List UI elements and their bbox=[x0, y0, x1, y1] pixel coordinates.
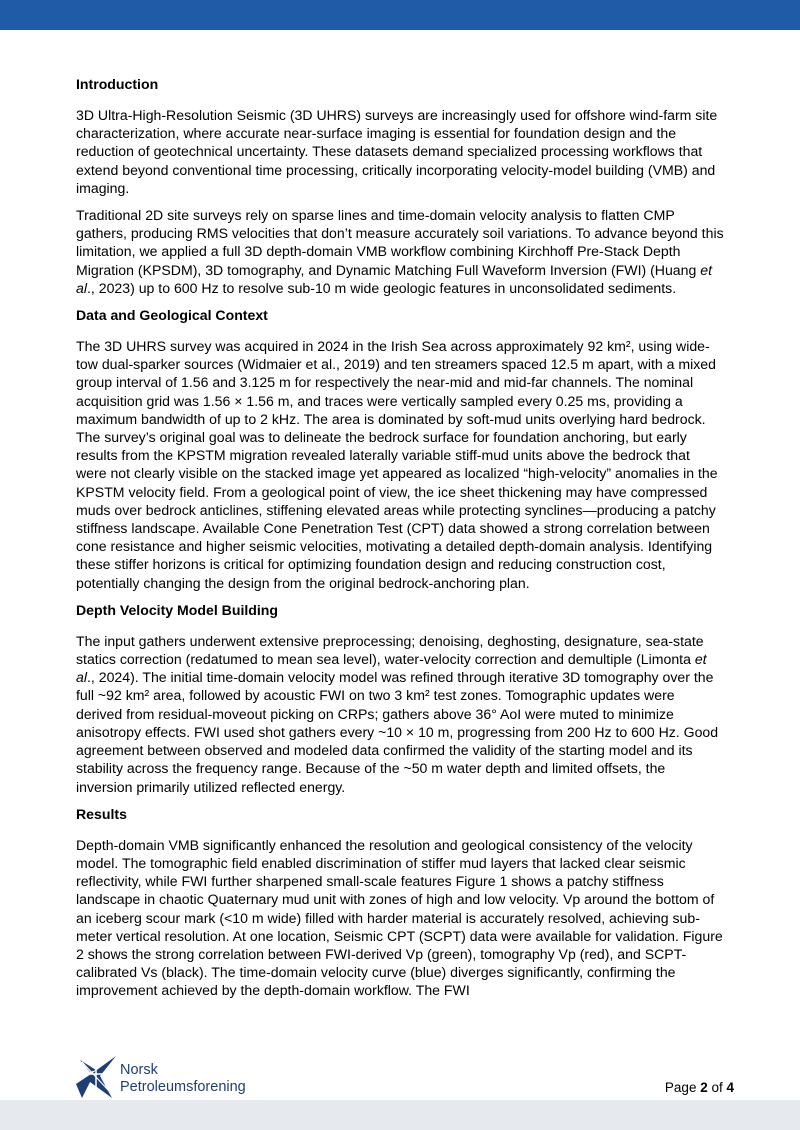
paragraph: Depth-domain VMB significantly enhanced the resolution and geological consistency of the velocity model. The tomographic field enabled discrimination of stiffer mud layers that lacked clear seismic reflectivity, while FWI further sharpened small-scale features Figure 1 shows a patchy stiffness landscape in chaotic Quaternary mud unit with zones of high and low velocity. Vp around the bottom of an iceberg scour mark (<10 m wide) filled with harder material is accurately resolved, achieving sub-meter vertical resolution. At one location, Seismic CPT (SCPT) data were available for validation. Figure 2 shows the strong correlation between FWI-derived Vp (green), tomography Vp (red), and SCPT-calibrated Vs (black). The time-domain velocity curve (blue) diverges significantly, confirming the improvement achieved by the depth-domain workflow. The FWI bbox=[76, 836, 723, 999]
footer-bar bbox=[0, 1100, 800, 1130]
section-heading-depth-velocity-model-building: Depth Velocity Model Building bbox=[76, 601, 279, 618]
footer-logo bbox=[76, 1052, 276, 1100]
header-bar bbox=[0, 0, 800, 30]
document-body bbox=[76, 75, 724, 1009]
logo-line-1: Norsk bbox=[120, 1062, 158, 1078]
section-heading-data-geological-context: Data and Geological Context bbox=[76, 307, 268, 324]
paragraph: The input gathers underwent extensive preprocessing; denoising, deghosting, designature, sea-state statics correction (redatumed to mean sea level), water-velocity correction and demultiple (Limonta et al., 2024). The initial time-domain velocity model was refined through iterative 3D tomography over the full ~92 km² area, followed by acoustic FWI on two 3 km² test zones. Tomographic updates were derived from residual-moveout picking on CRPs; gathers above 36° AoI were muted to minimize anisotropy effects. FWI used shot gathers every ~10 × 10 m, progressing from 200 Hz to 600 Hz. Good agreement between observed and modeled data confirmed the validity of the starting model and its stability across the frequency range. Because of the ~50 m water depth and limited offsets, the inversion primarily utilized reflected energy. bbox=[76, 632, 719, 795]
logo-line-2: Petroleumsforening bbox=[120, 1079, 246, 1095]
logo-text bbox=[120, 1062, 246, 1096]
paragraph: 3D Ultra-High-Resolution Seismic (3D UHRS) surveys are increasingly used for offshore wind-farm site characterization, where accurate near-surface imaging is essential for foundation design and the reduction of geotechnical uncertainty. These datasets demand specialized processing workflows that extend beyond conventional time processing, critically incorporating velocity-model building (VMB) and imaging. bbox=[76, 107, 718, 196]
star-logo-icon bbox=[76, 1054, 116, 1098]
section-heading-results: Results bbox=[76, 805, 127, 822]
page-number: Page 2 of 4 bbox=[664, 1080, 734, 1095]
paragraph: Traditional 2D site surveys rely on sparse lines and time-domain velocity analysis to flatten CMP gathers, producing RMS velocities that don’t measure accurately soil variations. To advance beyond this limitation, we applied a full 3D depth-domain VMB workflow combining Kirchhoff Pre-Stack Depth Migration (KPSDM), 3D tomography, and Dynamic Matching Full Waveform Inversion (FWI) (Huang et al., 2023) up to 600 Hz to resolve sub-10 m wide geologic features in unconsolidated sediments. bbox=[76, 207, 724, 296]
paragraph: The 3D UHRS survey was acquired in 2024 in the Irish Sea across approximately 92 km², using wide-tow dual-sparker sources (Widmaier et al., 2019) and ten streamers spaced 12.5 m apart, with a mixed group interval of 1.56 and 3.125 m for respectively the near-mid and mid-far channels. The nominal acquisition grid was 1.56 × 1.56 m, and traces were vertically sampled every 0.25 ms, providing a maximum bandwidth of up to 2 kHz. The area is dominated by soft-mud units overlying hard bedrock. The survey’s original goal was to delineate the bedrock surface for foundation anchoring, but early results from the KPSTM migration revealed laterally variable stiff-mud units above the bedrock that were not clearly visible on the stacked image yet appeared as localized “high-velocity” anomalies in the KPSTM velocity field. From a geological point of view, the ice sheet thickening may have compressed muds over bedrock anticlines, stiffening elevated areas while protecting synclines—producing a patchy stiffness landscape. Available Cone Penetration Test (CPT) data showed a strong correlation between cone resistance and higher seismic velocities, motivating a detailed depth-domain analysis. Identifying these stiffer horizons is critical for optimizing foundation design and reducing construction cost, potentially changing the design from the original bedrock-anchoring plan. bbox=[76, 338, 718, 591]
section-heading-introduction: Introduction bbox=[76, 76, 159, 92]
